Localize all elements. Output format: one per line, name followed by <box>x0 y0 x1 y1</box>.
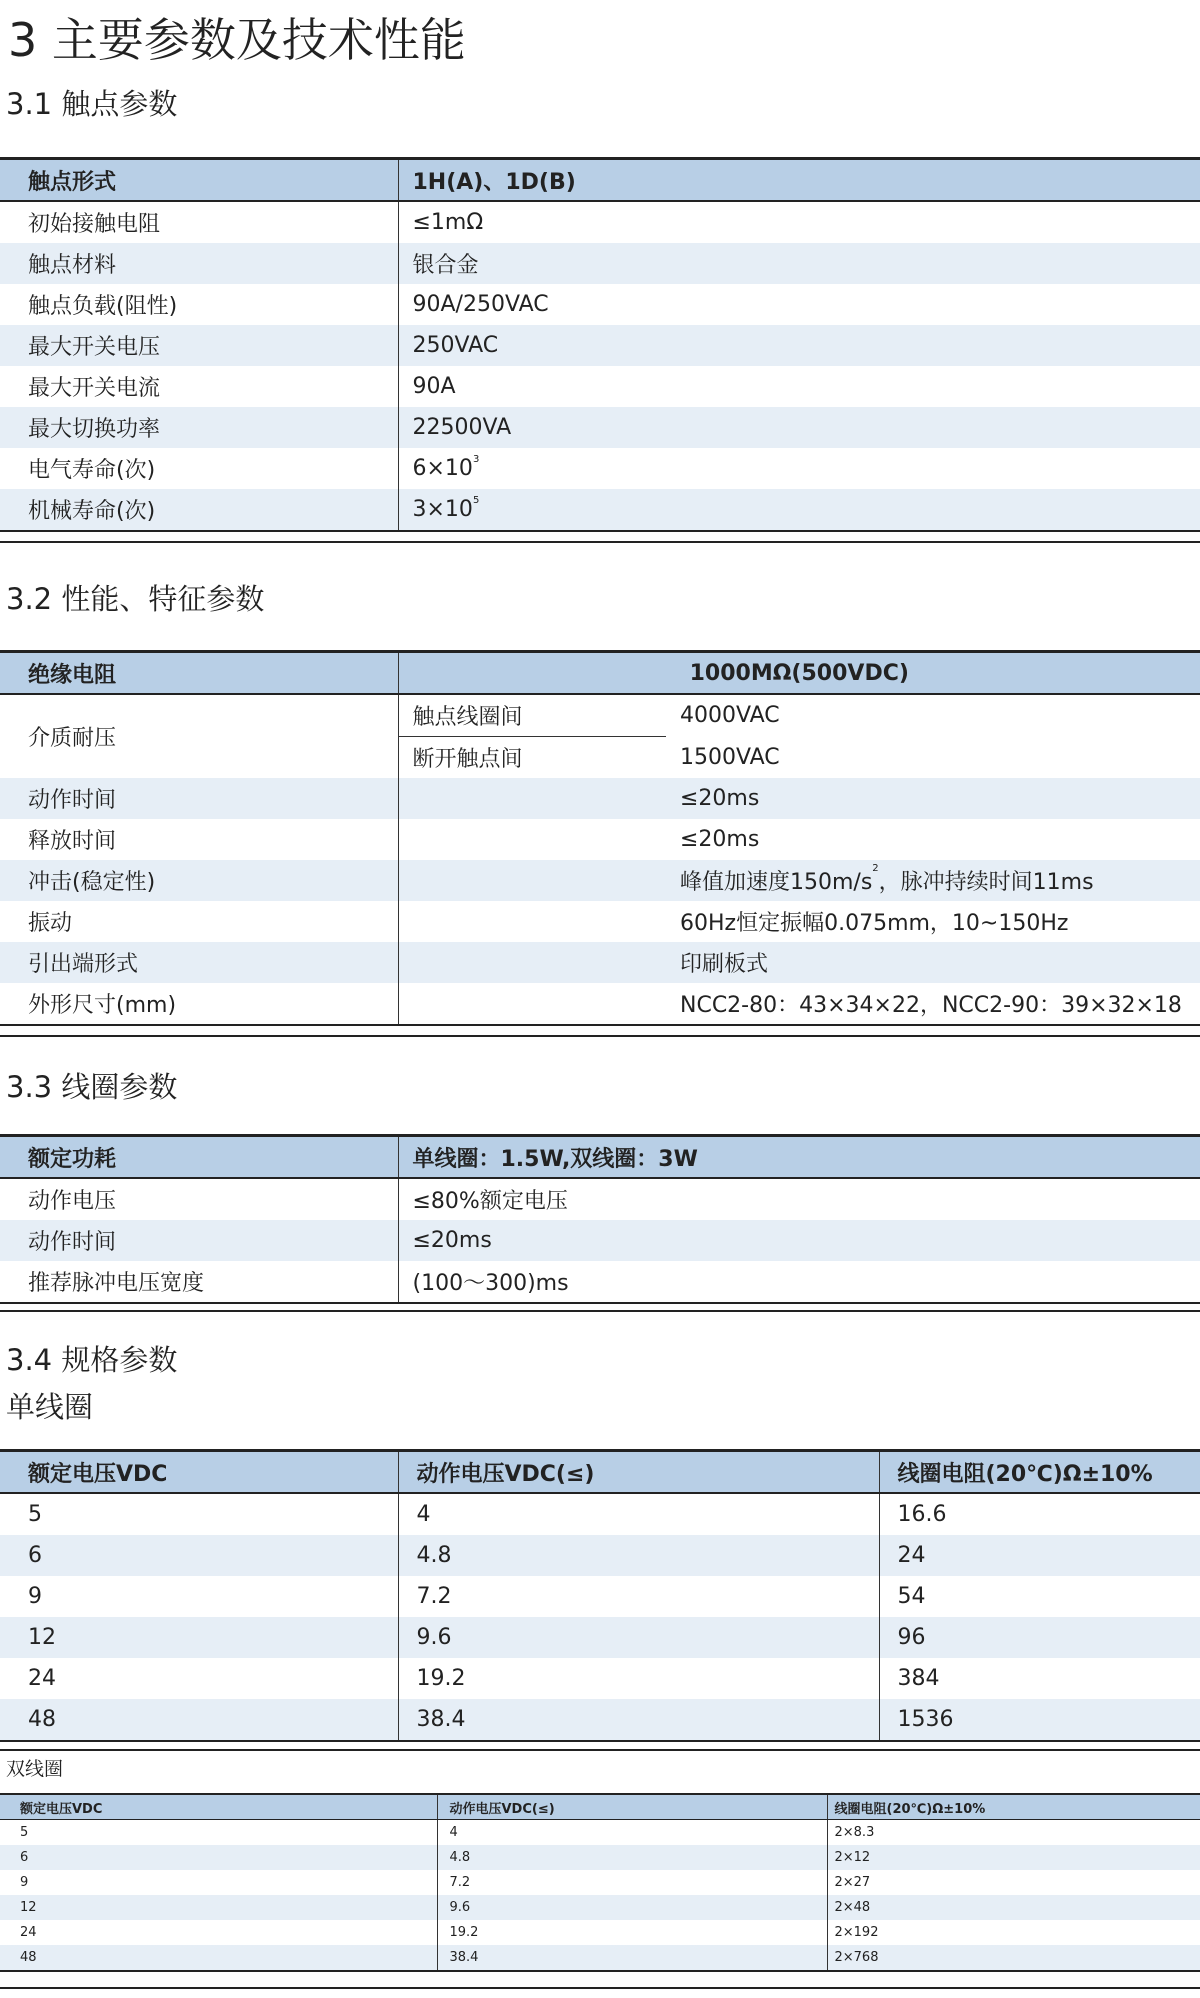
param-value: (100～300)ms <box>398 1261 1200 1303</box>
param-label: 最大开关电流 <box>0 366 398 407</box>
cell: 5 <box>0 1820 437 1846</box>
cell: 54 <box>897 1584 926 1609</box>
param-label: 初始接触电阻 <box>0 201 398 243</box>
param-label: 动作电压 <box>0 1178 398 1220</box>
param-value: 1500VAC <box>680 744 780 770</box>
table-row <box>0 325 1200 366</box>
table-header-row <box>0 1136 1200 1179</box>
param-value: ≤80%额定电压 <box>412 1189 568 1214</box>
param-label: 推荐脉冲电压宽度 <box>0 1261 398 1303</box>
value-exponent: 2 <box>872 863 879 874</box>
table-row <box>0 901 1200 942</box>
cell: 2×768 <box>827 1945 1200 1971</box>
param-value: 60Hz恒定振幅0.075mm，10~150Hz <box>680 911 1069 936</box>
header-cell: 额定电压VDC <box>0 1451 398 1494</box>
header-cell: 线圈电阻(20℃)Ω±10% <box>879 1451 1200 1494</box>
cell: 19.2 <box>437 1920 827 1945</box>
cell: 7.2 <box>437 1870 827 1895</box>
table-row <box>0 201 1200 243</box>
cell: 2×8.3 <box>834 1825 875 1840</box>
cell: 9 <box>0 1870 437 1895</box>
cell: 19.2 <box>398 1658 879 1699</box>
cell: 1536 <box>879 1699 1200 1741</box>
param-value: 22500VA <box>398 407 1200 448</box>
header-cell: 触点形式 <box>0 159 398 202</box>
table-row <box>0 1895 1200 1920</box>
param-label: 介质耐压 <box>0 694 398 778</box>
value-part: 峰值加速度150m/s <box>680 870 873 895</box>
section-title-contact: 3.1 触点参数 <box>6 87 178 121</box>
param-label: 触点材料 <box>0 243 398 284</box>
table-row <box>0 407 1200 448</box>
cell: 38.4 <box>398 1699 879 1741</box>
sub-param-label: 断开触点间 <box>412 747 523 772</box>
param-value: 250VAC <box>398 325 1200 366</box>
cell: 7.2 <box>398 1576 879 1617</box>
table-header-row <box>0 159 1200 202</box>
cell: 9.6 <box>437 1895 827 1920</box>
table-row <box>0 1920 1200 1945</box>
table-header-row <box>0 1794 1200 1820</box>
table-row <box>0 284 1200 325</box>
param-value <box>398 489 1200 531</box>
cell: 6 <box>0 1845 437 1870</box>
param-label: 引出端形式 <box>0 942 398 983</box>
cell: 12 <box>0 1617 398 1658</box>
param-value: 4000VAC <box>680 703 780 729</box>
table-row <box>0 1178 1200 1220</box>
table-row <box>0 778 1200 819</box>
cell: 24 <box>0 1920 437 1945</box>
header-cell: 动作电压VDC(≤) <box>398 1451 879 1494</box>
double-coil-title: 双线圈 <box>6 1758 64 1780</box>
cell: 38.4 <box>437 1945 827 1971</box>
table-row <box>0 1220 1200 1261</box>
param-label: 触点负载(阻性) <box>0 284 398 325</box>
header-cell: 额定功耗 <box>0 1136 398 1179</box>
cell: 2×48 <box>827 1895 1200 1920</box>
section-title-performance: 3.2 性能、特征参数 <box>6 582 265 616</box>
sub-param-label: 触点线圈间 <box>398 694 666 737</box>
param-value <box>398 448 1200 489</box>
param-value: ≤1mΩ <box>412 210 484 235</box>
section-title-specs: 3.4 规格参数 <box>6 1343 178 1377</box>
contact-params-table <box>0 157 1200 532</box>
section-divider <box>0 1987 1200 1989</box>
value-exponent: 3 <box>472 454 480 465</box>
cell: 6 <box>0 1535 398 1576</box>
header-cell: 1H(A)、1D(B) <box>398 159 1200 202</box>
param-label: 动作时间 <box>0 1220 398 1261</box>
cell: 384 <box>897 1666 940 1691</box>
page-title: 3 主要参数及技术性能 <box>8 13 466 67</box>
section-divider <box>0 1310 1200 1312</box>
value-base: 6×10 <box>412 456 473 481</box>
value-base: 3×10 <box>412 497 473 522</box>
table-row <box>0 1820 1200 1846</box>
param-value: 90A <box>412 374 456 399</box>
table-row <box>0 243 1200 284</box>
cell: 2×27 <box>834 1875 871 1890</box>
table-row <box>0 448 1200 489</box>
table-row <box>0 1870 1200 1895</box>
table-row <box>0 489 1200 531</box>
table-row <box>0 1493 1200 1535</box>
header-cell: 额定电压VDC <box>0 1794 437 1820</box>
table-row <box>0 1945 1200 1971</box>
table-row <box>0 1658 1200 1699</box>
header-cell: 绝缘电阻 <box>0 652 398 695</box>
param-value: ≤20ms <box>680 827 760 852</box>
table-row <box>0 1699 1200 1741</box>
header-cell: 单线圈：1.5W,双线圈：3W <box>398 1136 1200 1179</box>
param-value: NCC2-80：43×34×22，NCC2-90：39×32×18 <box>666 983 1200 1025</box>
cell: 4 <box>437 1820 827 1846</box>
section-divider <box>0 541 1200 543</box>
param-label: 释放时间 <box>0 819 398 860</box>
param-label: 电气寿命(次) <box>0 448 398 489</box>
cell: 48 <box>0 1699 398 1741</box>
header-cell: 动作电压VDC(≤) <box>437 1794 827 1820</box>
param-label: 振动 <box>0 901 398 942</box>
param-value: 印刷板式 <box>666 942 1200 983</box>
cell: 96 <box>879 1617 1200 1658</box>
cell: 4 <box>398 1493 879 1535</box>
table-row <box>0 942 1200 983</box>
value-exponent: 5 <box>472 495 480 506</box>
param-label: 最大开关电压 <box>0 325 398 366</box>
single-coil-title: 单线圈 <box>6 1390 94 1424</box>
param-value <box>666 860 1200 901</box>
table-row <box>0 366 1200 407</box>
table-row <box>0 1576 1200 1617</box>
cell: 4.8 <box>398 1535 879 1576</box>
coil-params-table <box>0 1134 1200 1304</box>
param-value: ≤20ms <box>398 1220 1200 1261</box>
table-row <box>0 1617 1200 1658</box>
table-row <box>0 1261 1200 1303</box>
param-label: 外形尺寸(mm) <box>0 983 398 1025</box>
param-label: 冲击(稳定性) <box>0 860 398 901</box>
cell: 24 <box>0 1658 398 1699</box>
table-row <box>0 1535 1200 1576</box>
value-part: ，脉冲持续时间11ms <box>878 870 1094 895</box>
param-label: 最大切换功率 <box>0 407 398 448</box>
table-header-row <box>0 652 1200 695</box>
param-label: 机械寿命(次) <box>0 489 398 531</box>
cell: 24 <box>879 1535 1200 1576</box>
cell: 9 <box>0 1576 398 1617</box>
table-row <box>0 1845 1200 1870</box>
table-row <box>0 860 1200 901</box>
header-cell: 1000MΩ(500VDC) <box>398 652 1200 695</box>
section-title-coil: 3.3 线圈参数 <box>6 1070 178 1104</box>
param-label: 动作时间 <box>0 778 398 819</box>
cell: 48 <box>0 1945 437 1971</box>
table-row <box>0 983 1200 1025</box>
cell: 12 <box>0 1895 437 1920</box>
param-value: ≤20ms <box>666 778 1200 819</box>
double-coil-table <box>0 1793 1200 1972</box>
param-value: 银合金 <box>398 243 1200 284</box>
table-header-row <box>0 1451 1200 1494</box>
header-cell: 线圈电阻(20℃)Ω±10% <box>827 1794 1200 1820</box>
performance-params-table <box>0 650 1200 1026</box>
cell: 2×192 <box>834 1925 879 1940</box>
cell: 5 <box>0 1493 398 1535</box>
cell: 16.6 <box>897 1502 947 1527</box>
section-divider <box>0 1749 1200 1751</box>
section-divider <box>0 1035 1200 1037</box>
table-row <box>0 694 1200 737</box>
cell: 4.8 <box>437 1845 827 1870</box>
cell: 9.6 <box>398 1617 879 1658</box>
single-coil-table <box>0 1449 1200 1742</box>
param-value: 90A/250VAC <box>412 292 549 317</box>
cell: 2×12 <box>827 1845 1200 1870</box>
table-row <box>0 819 1200 860</box>
